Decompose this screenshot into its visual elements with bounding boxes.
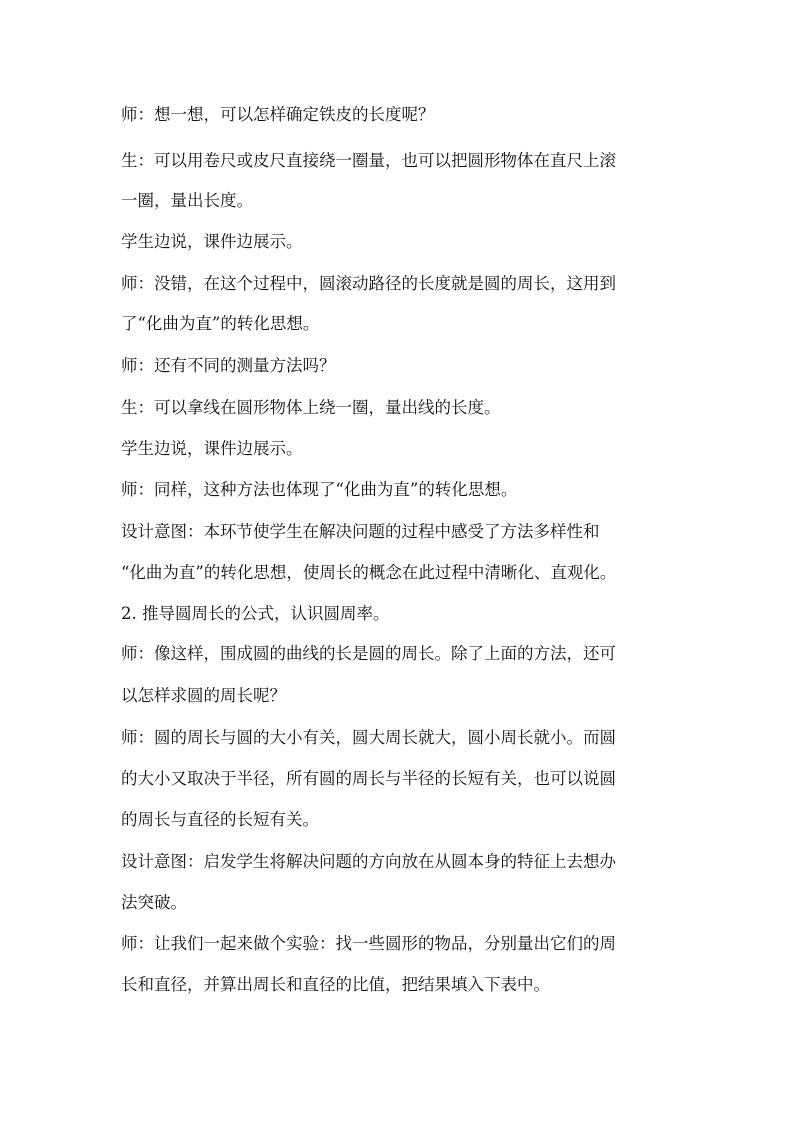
text-line: 长和直径，并算出周长和直径的比值，把结果填入下表中。 [121, 975, 550, 994]
section-heading: 2. 推导圆周长的公式，认识圆周率。 [121, 604, 390, 623]
text-line: 了“化曲为直”的转化思想。 [121, 314, 320, 333]
text-line: 设计意图：启发学生将解决问题的方向放在从圆本身的特征上去想办 [121, 852, 616, 871]
text-line: “化曲为直”的转化思想，使周长的概念在此过程中清晰化、直观化。 [121, 563, 617, 582]
text-line: 师：同样，这种方法也体现了“化曲为直”的转化思想。 [121, 480, 518, 499]
text-line: 学生边说，课件边展示。 [121, 232, 303, 251]
text-line: 师：让我们一起来做个实验：找一些圆形的物品，分别量出它们的周 [121, 934, 616, 953]
text-line: 师：没错，在这个过程中，圆滚动路径的长度就是圆的周长，这用到 [121, 274, 616, 293]
text-line: 一圈，量出长度。 [121, 191, 253, 210]
text-line: 生：可以拿线在圆形物体上绕一圈，量出线的长度。 [121, 398, 501, 417]
text-line: 法突破。 [121, 893, 187, 912]
text-line: 的周长与直径的长短有关。 [121, 810, 319, 829]
text-line: 生：可以用卷尺或皮尺直接绕一圈量，也可以把圆形物体在直尺上滚 [121, 151, 616, 170]
text-line: 的大小又取决于半径，所有圆的周长与半径的长短有关，也可以说圆 [121, 769, 616, 788]
text-line: 师：还有不同的测量方法吗？ [121, 356, 336, 375]
text-line: 设计意图：本环节使学生在解决问题的过程中感受了方法多样性和 [121, 522, 600, 541]
text-line: 师：想一想，可以怎样确定铁皮的长度呢？ [121, 105, 435, 124]
text-line: 学生边说，课件边展示。 [121, 439, 303, 458]
text-line: 以怎样求圆的周长呢？ [121, 686, 286, 705]
text-line: 师：像这样，围成圆的曲线的长是圆的周长。除了上面的方法，还可 [121, 644, 616, 663]
text-line: 师：圆的周长与圆的大小有关，圆大周长就大，圆小周长就小。而圆 [121, 728, 616, 747]
